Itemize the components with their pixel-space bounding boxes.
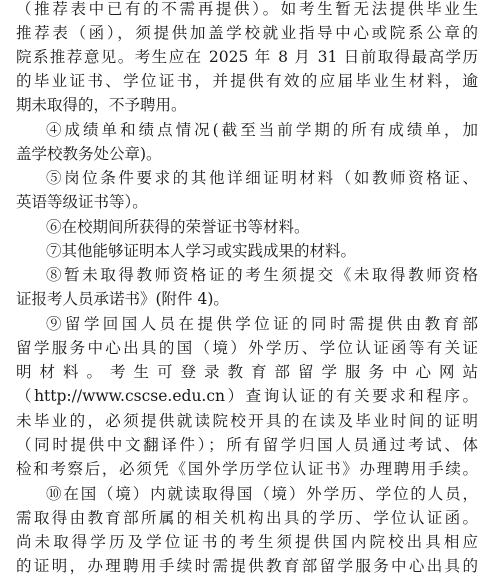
paragraph-line: （推荐表中已有的不需再提供）。如考生暂无法提供毕业生 xyxy=(16,0,478,18)
item-4-line: ④成绩单和绩点情况(截至当前学期的所有成绩单，加 xyxy=(46,121,478,139)
item-10-line: 的证明，办理聘用手续时需提供教育部留学服务中心出具的 xyxy=(16,557,478,575)
item-10-line: 需取得由教育部所属的相关机构出具的学历、学位认证函。 xyxy=(16,509,478,527)
item-8-line: ⑧暂未取得教师资格证的考生须提交《未取得教师资格 xyxy=(46,266,478,284)
item-4-line: 盖学校教务处公章)。 xyxy=(16,145,162,163)
item-9-line: （同时提供中文翻译件）；所有留学归国人员通过考试、体 xyxy=(16,436,478,454)
item-9-line: 留学服务中心出具的国（境）外学历、学位认证函等有关证 xyxy=(16,339,478,357)
item-10-line: 尚未取得学历及学位证书的考生须提供国内院校出具相应 xyxy=(16,533,478,551)
item-5-line: 英语等级证书等）。 xyxy=(16,193,148,211)
item-10-line: ⑩在国（境）内就读取得国（境）外学历、学位的人员， xyxy=(46,485,478,503)
paragraph-line: 的毕业证书、学位证书，并提供有效的应届毕业生材料，逾 xyxy=(16,72,478,90)
item-5-line: ⑤岗位条件要求的其他详细证明材料（如教师资格证、 xyxy=(46,169,478,187)
item-9-line: 检和考察后，必须凭《国外学历学位认证书》办理聘用手续。 xyxy=(16,460,478,478)
item-9-line: （http://www.cscse.edu.cn）查询认证的有关要求和程序。 xyxy=(16,387,478,405)
item-6-line: ⑥在校期间所获得的荣誉证书等材料。 xyxy=(46,218,310,236)
item-9-line: 未毕业的，必须提供就读院校开具的在读及毕业时间的证明 xyxy=(16,412,478,430)
paragraph-line: 期未取得的，不予聘用。 xyxy=(16,96,187,114)
item-7-line: ⑦其他能够证明本人学习或实践成果的材料。 xyxy=(46,242,357,260)
item-9-line: ⑨留学回国人员在提供学位证的同时需提供由教育部 xyxy=(46,315,478,333)
item-8-line: 证报考人员承诺书》(附件 4)。 xyxy=(16,290,229,308)
paragraph-line: 推荐表（函），须提供加盖学校就业指导中心或院系公章的 xyxy=(16,24,478,42)
item-9-line: 明材料。考生可登录教育部留学服务中心网站 xyxy=(16,363,478,381)
paragraph-line: 院系推荐意见。考生应在 2025 年 8 月 31 日前取得最高学历 xyxy=(16,48,478,66)
